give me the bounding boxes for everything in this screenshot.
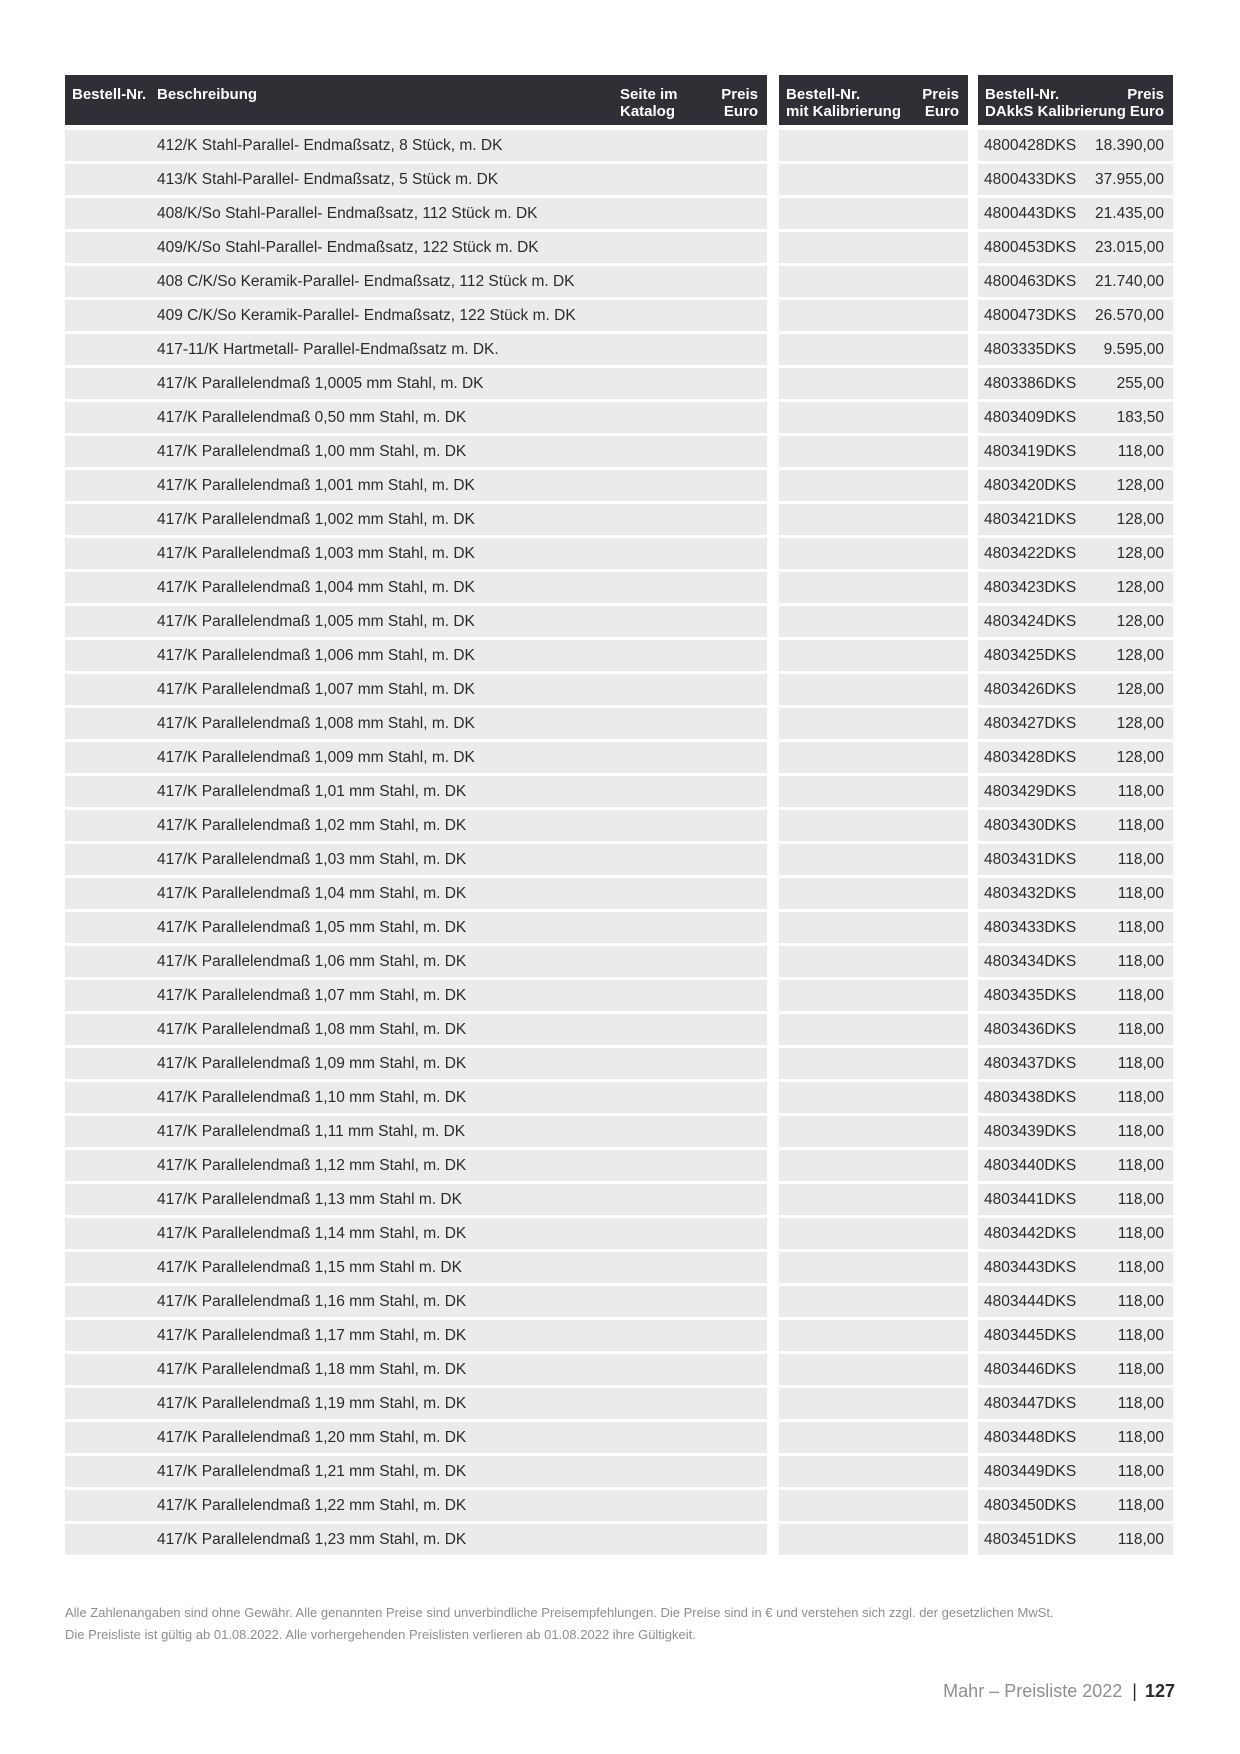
table-row-kalibrierung [779, 368, 968, 399]
row-description: 417/K Parallelendmaß 1,22 mm Stahl, m. DK [157, 1497, 467, 1514]
dakks-price: 21.435,00 [1095, 205, 1164, 222]
table-row-kalibrierung [779, 1456, 968, 1487]
dakks-price: 118,00 [1117, 1157, 1164, 1174]
table-row-kalibrierung [779, 130, 968, 161]
table-row-dakks [978, 844, 1173, 875]
dakks-order-number: 4803439DKS [984, 1123, 1077, 1140]
row-description: 409 C/K/So Keramik-Parallel- Endmaßsatz, 122 Stück m. DK [157, 307, 576, 324]
dakks-price: 128,00 [1116, 681, 1164, 698]
table-row-dakks [978, 402, 1173, 433]
table-row [65, 878, 767, 909]
table-row-kalibrierung [779, 1388, 968, 1419]
row-description: 417/K Parallelendmaß 1,15 mm Stahl m. DK [157, 1259, 462, 1276]
table-row-dakks [978, 1082, 1173, 1113]
dakks-price: 128,00 [1116, 511, 1164, 528]
header-preis-kalibrierung: Preis Euro [922, 86, 959, 120]
dakks-price: 118,00 [1117, 1021, 1164, 1038]
table-row [65, 436, 767, 467]
table-row-dakks [978, 1456, 1173, 1487]
table-row-kalibrierung [779, 844, 968, 875]
dakks-price: 26.570,00 [1095, 307, 1164, 324]
table-row-dakks [978, 1218, 1173, 1249]
dakks-order-number: 4803424DKS [984, 613, 1077, 630]
dakks-order-number: 4803448DKS [984, 1429, 1077, 1446]
dakks-price: 118,00 [1117, 783, 1164, 800]
table-row [65, 708, 767, 739]
table-row [65, 1456, 767, 1487]
row-description: 417/K Parallelendmaß 1,006 mm Stahl, m. DK [157, 647, 475, 664]
dakks-price: 128,00 [1116, 545, 1164, 562]
table-row-kalibrierung [779, 436, 968, 467]
table-row-kalibrierung [779, 1014, 968, 1045]
dakks-price: 18.390,00 [1095, 137, 1164, 154]
table-row-dakks [978, 198, 1173, 229]
table-row-kalibrierung [779, 674, 968, 705]
table-row [65, 538, 767, 569]
table-row-dakks [978, 606, 1173, 637]
dakks-price: 118,00 [1117, 1055, 1164, 1072]
table-row-dakks [978, 504, 1173, 535]
table-row-kalibrierung [779, 1184, 968, 1215]
dakks-order-number: 4803432DKS [984, 885, 1077, 902]
table-row-dakks [978, 300, 1173, 331]
page-footer [943, 1681, 1175, 1702]
table-row [65, 1014, 767, 1045]
table-row-kalibrierung [779, 1524, 968, 1555]
dakks-order-number: 4803419DKS [984, 443, 1077, 460]
dakks-price: 118,00 [1117, 443, 1164, 460]
dakks-price: 118,00 [1117, 1429, 1164, 1446]
table-row-dakks [978, 1524, 1173, 1555]
kalibrierung-table-header [779, 75, 968, 125]
row-description: 408 C/K/So Keramik-Parallel- Endmaßsatz, 112 Stück m. DK [157, 273, 575, 290]
table-row [65, 572, 767, 603]
dakks-order-number: 4803437DKS [984, 1055, 1077, 1072]
table-row-dakks [978, 878, 1173, 909]
dakks-order-number: 4803447DKS [984, 1395, 1077, 1412]
dakks-order-number: 4803420DKS [984, 477, 1077, 494]
dakks-price: 118,00 [1117, 1463, 1164, 1480]
table-row [65, 844, 767, 875]
table-row-kalibrierung [779, 742, 968, 773]
row-description: 417/K Parallelendmaß 1,005 mm Stahl, m. DK [157, 613, 475, 630]
dakks-price: 255,00 [1116, 375, 1164, 392]
row-description: 417/K Parallelendmaß 1,12 mm Stahl, m. DK [157, 1157, 467, 1174]
dakks-order-number: 4803450DKS [984, 1497, 1077, 1514]
table-row-dakks [978, 572, 1173, 603]
dakks-order-number: 4803426DKS [984, 681, 1077, 698]
table-row-kalibrierung [779, 1116, 968, 1147]
dakks-price: 128,00 [1116, 477, 1164, 494]
main-table [65, 75, 767, 1555]
header-bestell-nr-kalibrierung: Bestell-Nr. mit Kalibrierung [786, 86, 902, 120]
table-row-dakks [978, 266, 1173, 297]
table-row-kalibrierung [779, 1218, 968, 1249]
table-row-kalibrierung [779, 1286, 968, 1317]
table-row [65, 1388, 767, 1419]
row-description: 417/K Parallelendmaß 1,004 mm Stahl, m. DK [157, 579, 475, 596]
table-row-dakks [978, 1490, 1173, 1521]
row-description: 417/K Parallelendmaß 1,05 mm Stahl, m. DK [157, 919, 467, 936]
table-row-dakks [978, 1048, 1173, 1079]
dakks-price: 37.955,00 [1095, 171, 1164, 188]
row-description: 417/K Parallelendmaß 1,13 mm Stahl m. DK [157, 1191, 462, 1208]
dakks-price: 118,00 [1117, 817, 1164, 834]
table-row [65, 1490, 767, 1521]
disclaimer-line-1: Alle Zahlenangaben sind ohne Gewähr. Alle genannten Preise sind unverbindliche Preisempfehlungen. Die Preise sind in € und verstehen sich zzgl. der gesetzlichen MwSt. [65, 1605, 1054, 1620]
table-row-dakks [978, 1014, 1173, 1045]
table-row-kalibrierung [779, 878, 968, 909]
dakks-price: 118,00 [1117, 1531, 1164, 1548]
row-description: 417/K Parallelendmaß 1,19 mm Stahl, m. DK [157, 1395, 467, 1412]
table-row-dakks [978, 1252, 1173, 1283]
row-description: 417/K Parallelendmaß 1,0005 mm Stahl, m. DK [157, 375, 484, 392]
dakks-order-number: 4803444DKS [984, 1293, 1077, 1310]
dakks-order-number: 4803434DKS [984, 953, 1077, 970]
table-row-kalibrierung [779, 266, 968, 297]
row-description: 417/K Parallelendmaß 1,002 mm Stahl, m. DK [157, 511, 475, 528]
row-description: 417/K Parallelendmaß 1,00 mm Stahl, m. DK [157, 443, 467, 460]
row-description: 417/K Parallelendmaß 1,02 mm Stahl, m. DK [157, 817, 467, 834]
row-description: 417/K Parallelendmaß 1,04 mm Stahl, m. DK [157, 885, 467, 902]
table-row [65, 946, 767, 977]
dakks-order-number: 4803442DKS [984, 1225, 1077, 1242]
row-description: 413/K Stahl-Parallel- Endmaßsatz, 5 Stück m. DK [157, 171, 499, 188]
dakks-price: 118,00 [1117, 1327, 1164, 1344]
row-description: 417/K Parallelendmaß 1,003 mm Stahl, m. DK [157, 545, 475, 562]
dakks-order-number: 4803421DKS [984, 511, 1077, 528]
table-row-dakks [978, 1320, 1173, 1351]
table-row-kalibrierung [779, 538, 968, 569]
dakks-order-number: 4803431DKS [984, 851, 1077, 868]
row-description: 409/K/So Stahl-Parallel- Endmaßsatz, 122 Stück m. DK [157, 239, 539, 256]
dakks-price: 118,00 [1117, 851, 1164, 868]
header-bestell-nr: Bestell-Nr. [72, 86, 147, 103]
table-row-dakks [978, 640, 1173, 671]
dakks-price: 118,00 [1117, 1361, 1164, 1378]
header-preis-dakks: Preis Euro [1127, 86, 1164, 120]
dakks-price: 118,00 [1117, 1089, 1164, 1106]
table-row-kalibrierung [779, 946, 968, 977]
dakks-price: 128,00 [1116, 749, 1164, 766]
table-row-dakks [978, 232, 1173, 263]
row-description: 417/K Parallelendmaß 1,001 mm Stahl, m. DK [157, 477, 475, 494]
table-row [65, 1082, 767, 1113]
header-preis-euro: Preis Euro [721, 86, 758, 120]
table-row [65, 1320, 767, 1351]
row-description: 417/K Parallelendmaß 1,07 mm Stahl, m. DK [157, 987, 467, 1004]
dakks-price: 128,00 [1116, 715, 1164, 732]
row-description: 417/K Parallelendmaß 1,16 mm Stahl, m. DK [157, 1293, 467, 1310]
table-row-dakks [978, 810, 1173, 841]
table-row-kalibrierung [779, 1082, 968, 1113]
table-row-dakks [978, 470, 1173, 501]
dakks-order-number: 4803451DKS [984, 1531, 1077, 1548]
table-row [65, 368, 767, 399]
table-row-dakks [978, 1286, 1173, 1317]
header-seite-katalog: Seite im Katalog [620, 86, 678, 120]
dakks-order-number: 4803409DKS [984, 409, 1077, 426]
table-row-kalibrierung [779, 708, 968, 739]
table-row-dakks [978, 1388, 1173, 1419]
table-row [65, 1524, 767, 1555]
row-description: 417/K Parallelendmaß 1,09 mm Stahl, m. DK [157, 1055, 467, 1072]
row-description: 417-11/K Hartmetall- Parallel-Endmaßsatz m. DK. [157, 341, 499, 358]
dakks-table [978, 75, 1173, 1555]
table-row-kalibrierung [779, 776, 968, 807]
row-description: 417/K Parallelendmaß 1,03 mm Stahl, m. DK [157, 851, 467, 868]
table-row-kalibrierung [779, 470, 968, 501]
dakks-order-number: 4800453DKS [984, 239, 1077, 256]
table-row-dakks [978, 1116, 1173, 1147]
disclaimer-line-2: Die Preisliste ist gültig ab 01.08.2022. Alle vorhergehenden Preislisten verlieren ab 01.08.2022 ihre Gültigkeit. [65, 1627, 696, 1642]
table-row [65, 266, 767, 297]
table-row-dakks [978, 776, 1173, 807]
row-description: 417/K Parallelendmaß 1,008 mm Stahl, m. DK [157, 715, 475, 732]
dakks-order-number: 4803449DKS [984, 1463, 1077, 1480]
main-table-body [65, 130, 767, 1555]
dakks-order-number: 4803423DKS [984, 579, 1077, 596]
dakks-order-number: 4803386DKS [984, 375, 1077, 392]
table-row-dakks [978, 1150, 1173, 1181]
dakks-price: 128,00 [1116, 647, 1164, 664]
table-row-dakks [978, 334, 1173, 365]
table-row-dakks [978, 946, 1173, 977]
footer-separator: | [1132, 1681, 1137, 1701]
table-row [65, 1048, 767, 1079]
table-row-dakks [978, 1422, 1173, 1453]
table-row [65, 300, 767, 331]
dakks-order-number: 4803435DKS [984, 987, 1077, 1004]
dakks-price: 128,00 [1116, 613, 1164, 630]
table-row [65, 1116, 767, 1147]
dakks-order-number: 4800433DKS [984, 171, 1077, 188]
dakks-order-number: 4803441DKS [984, 1191, 1077, 1208]
dakks-price: 128,00 [1116, 579, 1164, 596]
dakks-price: 118,00 [1117, 885, 1164, 902]
row-description: 417/K Parallelendmaß 1,06 mm Stahl, m. DK [157, 953, 467, 970]
row-description: 417/K Parallelendmaß 1,18 mm Stahl, m. DK [157, 1361, 467, 1378]
table-row-kalibrierung [779, 1252, 968, 1283]
table-row-dakks [978, 130, 1173, 161]
dakks-price: 118,00 [1117, 1259, 1164, 1276]
table-row-dakks [978, 1184, 1173, 1215]
dakks-order-number: 4803428DKS [984, 749, 1077, 766]
dakks-order-number: 4800473DKS [984, 307, 1077, 324]
table-row-kalibrierung [779, 810, 968, 841]
dakks-price: 21.740,00 [1095, 273, 1164, 290]
table-row-kalibrierung [779, 300, 968, 331]
dakks-order-number: 4800428DKS [984, 137, 1077, 154]
row-description: 417/K Parallelendmaß 1,10 mm Stahl, m. DK [157, 1089, 467, 1106]
table-row-dakks [978, 708, 1173, 739]
table-row [65, 742, 767, 773]
dakks-price: 118,00 [1117, 1225, 1164, 1242]
table-row-kalibrierung [779, 980, 968, 1011]
dakks-order-number: 4800443DKS [984, 205, 1077, 222]
table-row [65, 232, 767, 263]
dakks-order-number: 4803443DKS [984, 1259, 1077, 1276]
header-beschreibung: Beschreibung [157, 86, 258, 103]
dakks-price: 183,50 [1116, 409, 1164, 426]
row-description: 417/K Parallelendmaß 1,17 mm Stahl, m. DK [157, 1327, 467, 1344]
dakks-order-number: 4803335DKS [984, 341, 1077, 358]
dakks-order-number: 4803425DKS [984, 647, 1077, 664]
dakks-order-number: 4803433DKS [984, 919, 1077, 936]
dakks-price: 118,00 [1117, 953, 1164, 970]
dakks-table-header [978, 75, 1173, 125]
dakks-price: 118,00 [1117, 919, 1164, 936]
dakks-price: 118,00 [1117, 1191, 1164, 1208]
row-description: 417/K Parallelendmaß 1,20 mm Stahl, m. DK [157, 1429, 467, 1446]
table-row [65, 1184, 767, 1215]
dakks-table-body [978, 130, 1173, 1555]
dakks-order-number: 4803422DKS [984, 545, 1077, 562]
row-description: 417/K Parallelendmaß 1,21 mm Stahl, m. DK [157, 1463, 467, 1480]
table-row-dakks [978, 436, 1173, 467]
row-description: 417/K Parallelendmaß 1,11 mm Stahl, m. DK [157, 1123, 466, 1140]
dakks-order-number: 4803440DKS [984, 1157, 1077, 1174]
table-row [65, 334, 767, 365]
table-row-dakks [978, 368, 1173, 399]
table-row-dakks [978, 980, 1173, 1011]
page-number: 127 [1144, 1681, 1175, 1701]
table-row [65, 640, 767, 671]
row-description: 417/K Parallelendmaß 1,007 mm Stahl, m. DK [157, 681, 475, 698]
table-row-kalibrierung [779, 606, 968, 637]
table-row [65, 1422, 767, 1453]
table-row-kalibrierung [779, 640, 968, 671]
table-row-dakks [978, 742, 1173, 773]
dakks-order-number: 4800463DKS [984, 273, 1077, 290]
table-row [65, 606, 767, 637]
table-row-kalibrierung [779, 1354, 968, 1385]
table-row-kalibrierung [779, 1150, 968, 1181]
table-row [65, 1218, 767, 1249]
table-row-dakks [978, 538, 1173, 569]
table-row-kalibrierung [779, 1048, 968, 1079]
disclaimer [65, 1602, 1054, 1646]
table-row [65, 402, 767, 433]
dakks-order-number: 4803436DKS [984, 1021, 1077, 1038]
dakks-price: 9.595,00 [1103, 341, 1164, 358]
dakks-price: 118,00 [1117, 1123, 1164, 1140]
table-row [65, 1286, 767, 1317]
table-row [65, 980, 767, 1011]
dakks-price: 118,00 [1117, 1395, 1164, 1412]
table-row [65, 1354, 767, 1385]
table-row [65, 776, 767, 807]
table-row-dakks [978, 1354, 1173, 1385]
table-row-kalibrierung [779, 198, 968, 229]
dakks-price: 118,00 [1117, 987, 1164, 1004]
row-description: 417/K Parallelendmaß 1,01 mm Stahl, m. DK [157, 783, 467, 800]
table-row-dakks [978, 674, 1173, 705]
table-row [65, 810, 767, 841]
brand-label: Mahr – Preisliste 2022 [943, 1681, 1123, 1701]
row-description: 408/K/So Stahl-Parallel- Endmaßsatz, 112 Stück m. DK [157, 205, 538, 222]
dakks-price: 118,00 [1117, 1497, 1164, 1514]
table-row-kalibrierung [779, 334, 968, 365]
table-row [65, 912, 767, 943]
table-row [65, 674, 767, 705]
row-description: 417/K Parallelendmaß 1,009 mm Stahl, m. DK [157, 749, 475, 766]
row-description: 417/K Parallelendmaß 1,14 mm Stahl, m. DK [157, 1225, 467, 1242]
table-row [65, 470, 767, 501]
dakks-order-number: 4803427DKS [984, 715, 1077, 732]
table-row [65, 1252, 767, 1283]
kalibrierung-table-body [779, 130, 968, 1555]
dakks-price: 118,00 [1117, 1293, 1164, 1310]
table-row [65, 130, 767, 161]
dakks-order-number: 4803438DKS [984, 1089, 1077, 1106]
main-table-header [65, 75, 767, 125]
table-row-kalibrierung [779, 232, 968, 263]
table-row-kalibrierung [779, 1320, 968, 1351]
table-row [65, 1150, 767, 1181]
table-row [65, 198, 767, 229]
table-row-kalibrierung [779, 572, 968, 603]
dakks-order-number: 4803445DKS [984, 1327, 1077, 1344]
table-row-dakks [978, 164, 1173, 195]
table-row [65, 164, 767, 195]
row-description: 417/K Parallelendmaß 1,08 mm Stahl, m. DK [157, 1021, 467, 1038]
table-row [65, 504, 767, 535]
kalibrierung-table [779, 75, 968, 1555]
dakks-price: 23.015,00 [1095, 239, 1164, 256]
row-description: 417/K Parallelendmaß 1,23 mm Stahl, m. DK [157, 1531, 467, 1548]
dakks-order-number: 4803429DKS [984, 783, 1077, 800]
table-row-kalibrierung [779, 1422, 968, 1453]
row-description: 417/K Parallelendmaß 0,50 mm Stahl, m. DK [157, 409, 467, 426]
dakks-order-number: 4803430DKS [984, 817, 1077, 834]
table-row-kalibrierung [779, 912, 968, 943]
dakks-order-number: 4803446DKS [984, 1361, 1077, 1378]
table-row-kalibrierung [779, 402, 968, 433]
table-row-dakks [978, 912, 1173, 943]
table-row-kalibrierung [779, 164, 968, 195]
table-row-kalibrierung [779, 504, 968, 535]
row-description: 412/K Stahl-Parallel- Endmaßsatz, 8 Stück, m. DK [157, 137, 503, 154]
table-row-kalibrierung [779, 1490, 968, 1521]
header-bestell-nr-dakks: Bestell-Nr. DAkkS Kalibrierung [985, 86, 1126, 120]
